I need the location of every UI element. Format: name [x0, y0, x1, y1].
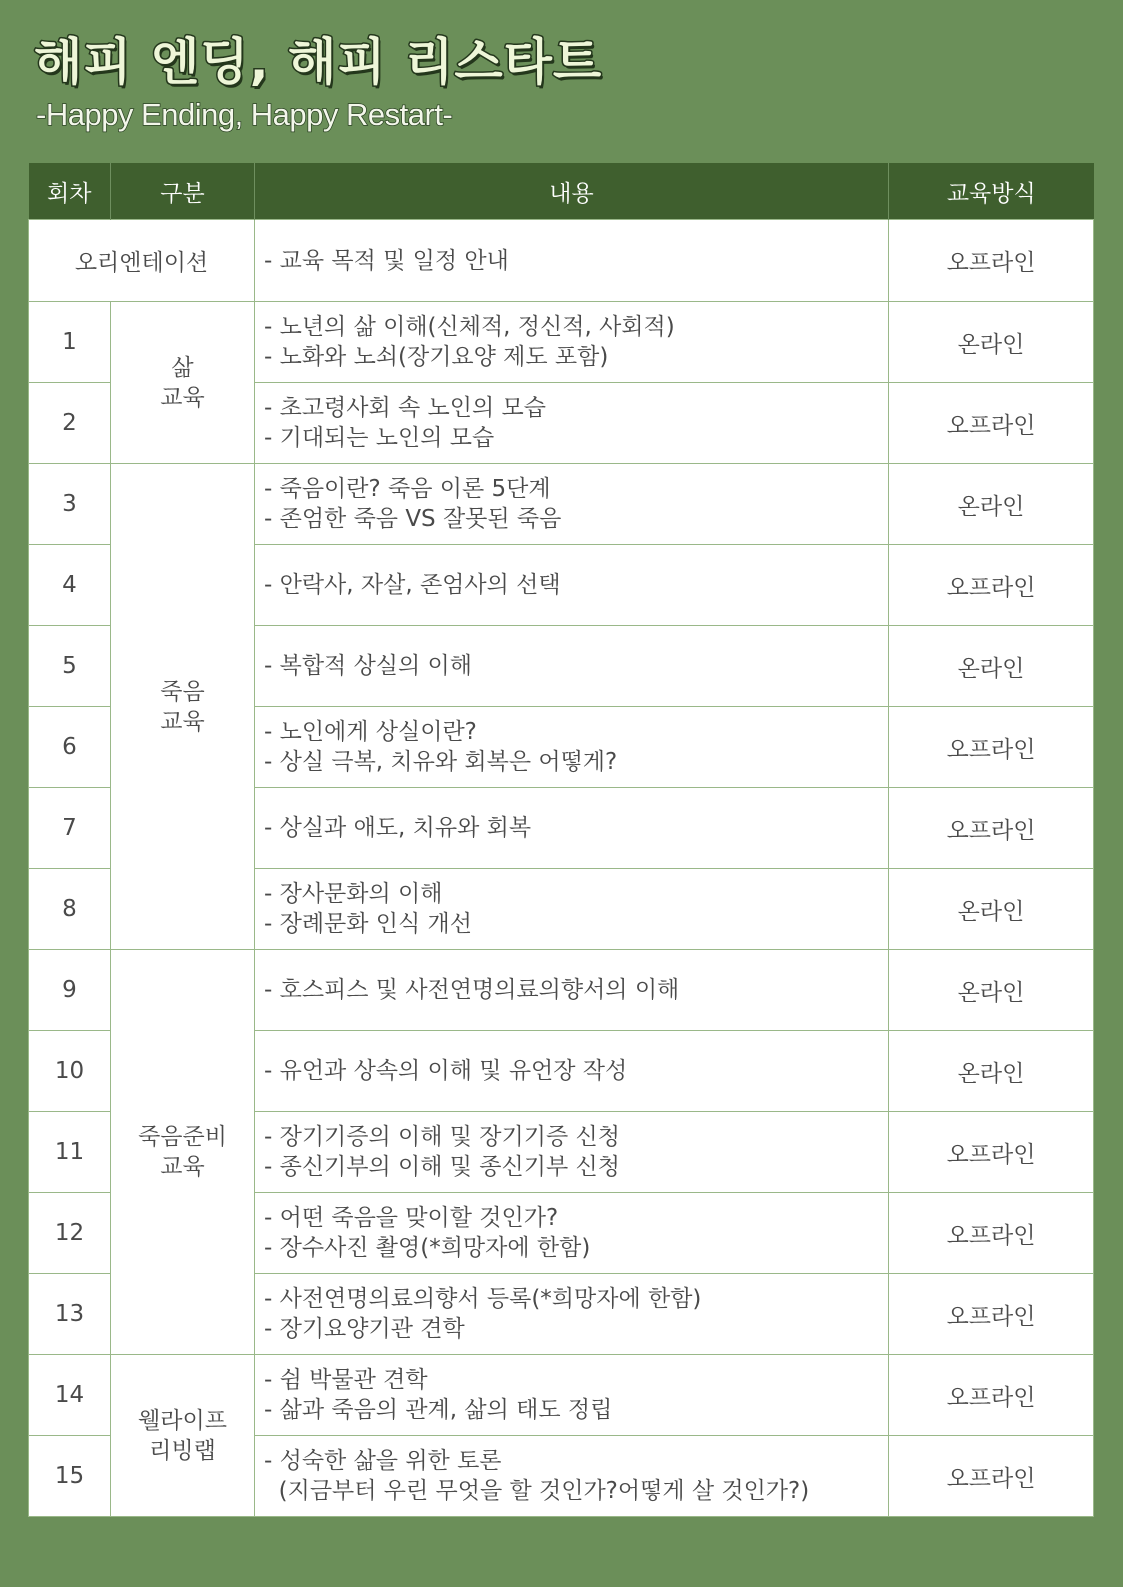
round-number: 7 [29, 788, 111, 869]
header-category: 구분 [111, 163, 255, 220]
page-title: 해피 엔딩, 해피 리스타트 [34, 33, 603, 91]
method-cell: 오프라인 [889, 1355, 1094, 1436]
category-label: 교육 [160, 708, 205, 735]
content-line: - 어떤 죽음을 맞이할 것인가? [264, 1205, 559, 1231]
method-cell: 오프라인 [889, 383, 1094, 464]
content-line: - 호스피스 및 사전연명의료의향서의 이해 [264, 977, 680, 1003]
round-number: 9 [29, 950, 111, 1031]
round-number: 4 [29, 545, 111, 626]
content-line: - 삶과 죽음의 관계, 삶의 태도 정립 [264, 1397, 613, 1423]
method-cell: 오프라인 [889, 788, 1094, 869]
method-cell: 오프라인 [889, 1193, 1094, 1274]
content-line: - 노화와 노쇠(장기요양 제도 포함) [264, 344, 609, 370]
content-line: - 쉼 박물관 견학 [264, 1367, 428, 1393]
category-welllife [111, 1355, 255, 1517]
method-cell: 온라인 [889, 869, 1094, 950]
content-line: - 장례문화 인식 개선 [264, 911, 472, 937]
table-row [29, 464, 1094, 545]
content-line: - 장사문화의 이해 [264, 881, 443, 907]
method-cell: 온라인 [889, 950, 1094, 1031]
category-death [111, 464, 255, 950]
round-number: 6 [29, 707, 111, 788]
content-line: - 성숙한 삶을 위한 토론 [264, 1448, 502, 1474]
round-number: 10 [29, 1031, 111, 1112]
content-line: - 종신기부의 이해 및 종신기부 신청 [264, 1154, 620, 1180]
header-method: 교육방식 [889, 163, 1094, 220]
category-label: 웰라이프 [138, 1407, 227, 1434]
round-number: 13 [29, 1274, 111, 1355]
table-row [29, 950, 1094, 1031]
table-row [29, 1355, 1094, 1436]
method-cell: 오프라인 [889, 707, 1094, 788]
method-cell: 온라인 [889, 1031, 1094, 1112]
category-label: 리빙랩 [149, 1437, 216, 1464]
content-line: - 안락사, 자살, 존엄사의 선택 [264, 572, 561, 598]
content-line: - 기대되는 노인의 모습 [264, 425, 495, 451]
method-cell: 오프라인 [889, 1274, 1094, 1355]
content-line: - 장기요양기관 견학 [264, 1316, 465, 1342]
row-content [255, 788, 889, 869]
category-life [111, 302, 255, 464]
row-content [255, 464, 889, 545]
round-number: 8 [29, 869, 111, 950]
content-line: - 장수사진 촬영(*희망자에 한함) [264, 1235, 591, 1261]
round-number: 11 [29, 1112, 111, 1193]
header-round: 회차 [29, 163, 111, 220]
round-number: 15 [29, 1436, 111, 1517]
method-cell: 온라인 [889, 302, 1094, 383]
method-cell: 오프라인 [889, 545, 1094, 626]
round-number: 2 [29, 383, 111, 464]
row-content [255, 1274, 889, 1355]
row-content [255, 545, 889, 626]
category-label: 교육 [160, 384, 205, 411]
round-number: 1 [29, 302, 111, 383]
row-content [255, 707, 889, 788]
round-number: 3 [29, 464, 111, 545]
orientation-content: - 교육 목적 및 일정 안내 [255, 220, 889, 302]
table-row [29, 302, 1094, 383]
content-line: - 복합적 상실의 이해 [264, 653, 472, 679]
round-number: 12 [29, 1193, 111, 1274]
header-content: 내용 [255, 163, 889, 220]
round-number: 5 [29, 626, 111, 707]
row-content [255, 869, 889, 950]
row-content [255, 383, 889, 464]
content-line: - 노인에게 상실이란? [264, 719, 477, 745]
category-label: 교육 [160, 1154, 205, 1180]
content-line: - 상실 극복, 치유와 회복은 어떻게? [264, 749, 618, 775]
method-cell: 오프라인 [889, 1436, 1094, 1517]
row-content [255, 1031, 889, 1112]
orientation-label: 오리엔테이션 [29, 220, 255, 302]
content-line: - 장기기증의 이해 및 장기기증 신청 [264, 1124, 620, 1150]
content-line: - 존엄한 죽음 VS 잘못된 죽음 [264, 506, 562, 532]
content-line: - 상실과 애도, 치유와 회복 [264, 815, 532, 841]
row-content [255, 1355, 889, 1436]
method-cell: 온라인 [889, 464, 1094, 545]
row-content [255, 950, 889, 1031]
orientation-method: 오프라인 [889, 220, 1094, 302]
orientation-row [29, 220, 1094, 302]
category-label: 죽음 [160, 678, 205, 705]
row-content [255, 302, 889, 383]
round-number: 14 [29, 1355, 111, 1436]
page-subtitle: -Happy Ending, Happy Restart- [36, 97, 453, 132]
category-label: 죽음준비 [138, 1124, 227, 1150]
category-label: 삶 [171, 354, 194, 381]
table-header-row [29, 163, 1094, 220]
content-line: (지금부터 우린 무엇을 할 것인가?어떻게 살 것인가?) [264, 1478, 810, 1504]
row-content [255, 626, 889, 707]
method-cell: 온라인 [889, 626, 1094, 707]
category-prep [111, 950, 255, 1355]
row-content [255, 1193, 889, 1274]
content-line: - 초고령사회 속 노인의 모습 [264, 395, 546, 421]
curriculum-table [28, 163, 1094, 1517]
row-content [255, 1436, 889, 1517]
content-line: - 사전연명의료의향서 등록(*희망자에 한함) [264, 1286, 702, 1312]
content-line: - 유언과 상속의 이해 및 유언장 작성 [264, 1058, 628, 1084]
content-line: - 죽음이란? 죽음 이론 5단계 [264, 476, 551, 502]
method-cell: 오프라인 [889, 1112, 1094, 1193]
content-line: - 노년의 삶 이해(신체적, 정신적, 사회적) [264, 314, 675, 340]
row-content [255, 1112, 889, 1193]
